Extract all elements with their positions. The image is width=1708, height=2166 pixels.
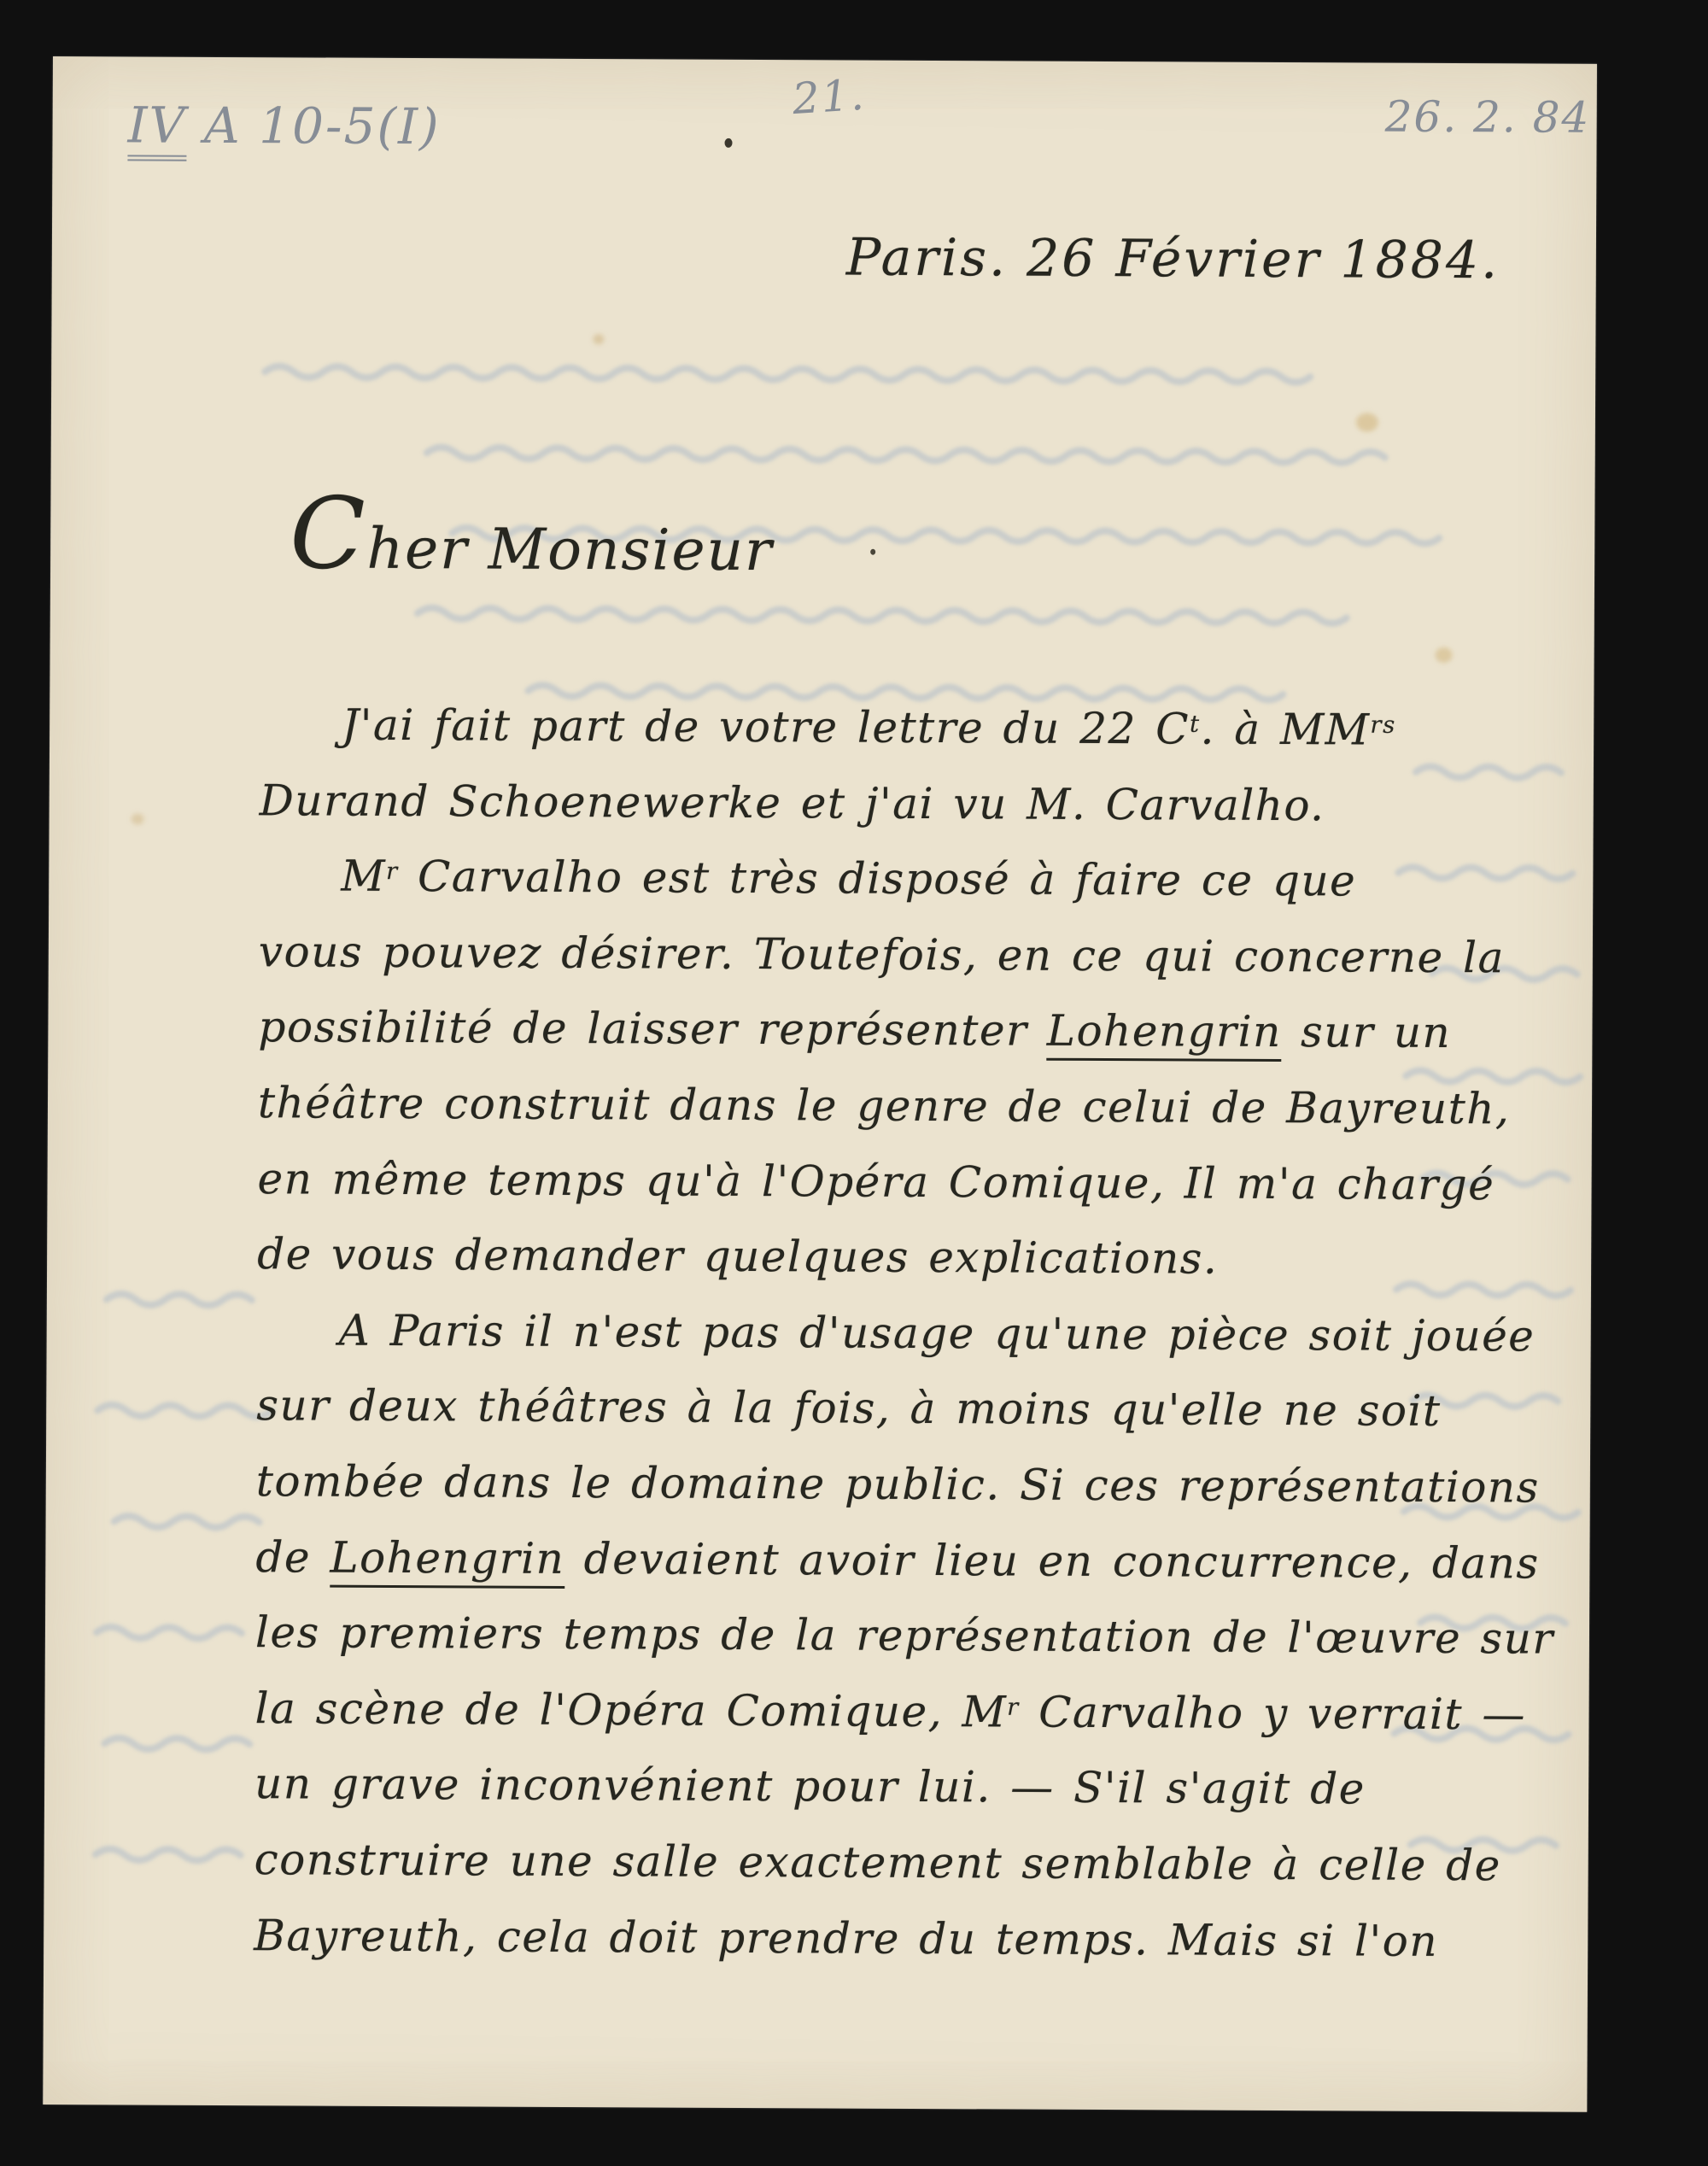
bleedthrough-stroke: [104, 1738, 249, 1750]
text-segment: sur deux théâtres à la fois, à moins qu'elle ne soit: [256, 1380, 1442, 1437]
bleedthrough-stroke: [528, 685, 1283, 700]
text-segment: M: [341, 851, 387, 902]
letter-line: [255, 1532, 1539, 1588]
text-segment: . à MM: [1200, 704, 1371, 755]
letter-line: [342, 700, 1396, 755]
text-segment: t: [1189, 710, 1201, 738]
foxing-spot: [593, 334, 604, 344]
text-segment: de: [255, 1531, 330, 1583]
bleedthrough-stroke: [96, 1849, 241, 1861]
letter-line: [254, 1835, 1501, 1890]
letter-line: [256, 1456, 1540, 1512]
text-segment: J'ai fait part de votre lettre du 22 C: [342, 700, 1190, 754]
letter-line: [339, 1305, 1535, 1361]
text-segment: Bayreuth, cela doit prendre du temps. Mais si l'on: [254, 1910, 1439, 1966]
text-segment: sur un: [1281, 1007, 1452, 1058]
bleedthrough-stroke: [1398, 867, 1572, 879]
text-segment: Lohengrin: [330, 1532, 564, 1588]
letter-line: [257, 1229, 1218, 1283]
bleedthrough-stroke: [265, 366, 1310, 383]
letter-line: [256, 1381, 1442, 1437]
text-segment: r: [1007, 1693, 1020, 1721]
text-segment: en même temps qu'à l'Opéra Comique, Il m'a chargé: [257, 1153, 1495, 1209]
ink-speck: [724, 138, 732, 148]
letter-line: [257, 1154, 1494, 1209]
text-segment: possibilité de laisser représenter: [258, 1002, 1047, 1057]
bleedthrough-stroke: [97, 1405, 272, 1417]
text-segment: IV: [127, 96, 186, 161]
text-segment: A 10-5(I): [186, 96, 441, 156]
date-stamp: 26. 2. 84: [1384, 91, 1591, 143]
letter-line: [254, 1759, 1366, 1814]
foxing-spot: [132, 813, 144, 824]
letter-line: [254, 1911, 1438, 1966]
text-segment: Lohengrin: [1047, 1006, 1282, 1062]
text-segment: théâtre construit dans le genre de celui de Bayreuth,: [257, 1078, 1511, 1134]
letter-line: [258, 1003, 1451, 1058]
letter-line: [258, 1078, 1511, 1133]
page-number: 21.: [790, 69, 868, 125]
bleedthrough-stroke: [418, 608, 1347, 623]
text-segment: de vous demander quelques explications.: [257, 1229, 1219, 1284]
foxing-spot: [1436, 647, 1453, 663]
bleedthrough-stroke: [107, 1294, 252, 1306]
text-segment: r: [385, 858, 399, 886]
bleedthrough-stroke: [1416, 766, 1561, 778]
text-segment: les premiers temps de la représentation de l'œuvre sur: [254, 1607, 1554, 1664]
bleedthrough-stroke: [1396, 1284, 1571, 1296]
text-segment: Carvalho y verrait —: [1019, 1687, 1527, 1740]
letter-dateline: Paris. 26 Février 1884.: [845, 227, 1500, 291]
letter-line: [254, 1683, 1526, 1739]
text-segment: Carvalho est très disposé à faire ce que: [398, 852, 1357, 906]
bleedthrough-stroke: [114, 1516, 260, 1528]
text-segment: vous pouvez désirer. Toutefois, en ce qui concerne la: [258, 926, 1505, 983]
text-segment: Durand Schoenewerke et j'ai vu M. Carvalho.: [259, 775, 1325, 830]
bleedthrough-stroke: [427, 448, 1385, 463]
text-segment: A Paris il n'est pas d'usage qu'une pièce soit jouée: [338, 1305, 1535, 1361]
text-segment: devaient avoir lieu en concurrence, dans: [564, 1533, 1540, 1589]
text-segment: un grave inconvénient pour lui. — S'il s'agit de: [254, 1759, 1366, 1814]
archive-mark: [127, 96, 440, 155]
bleedthrough-stroke: [1406, 1070, 1580, 1082]
letter-line: [341, 852, 1356, 906]
letter-line: [260, 776, 1325, 830]
letter-page: [43, 56, 1597, 2112]
text-segment: rs: [1370, 711, 1396, 739]
foxing-spot: [1356, 413, 1378, 431]
letter-line: [259, 927, 1505, 982]
text-segment: tombée dans le domaine public. Si ces représentations: [255, 1456, 1540, 1513]
text-segment: la scène de l'Opéra Comique, M: [254, 1683, 1008, 1737]
text-segment: construire une salle exactement semblable à celle de: [254, 1835, 1501, 1891]
ink-speck: [870, 549, 875, 555]
letter-line: [255, 1607, 1554, 1663]
bleedthrough-stroke: [97, 1627, 242, 1639]
letter-salutation: Cher Monsieur: [289, 477, 774, 592]
